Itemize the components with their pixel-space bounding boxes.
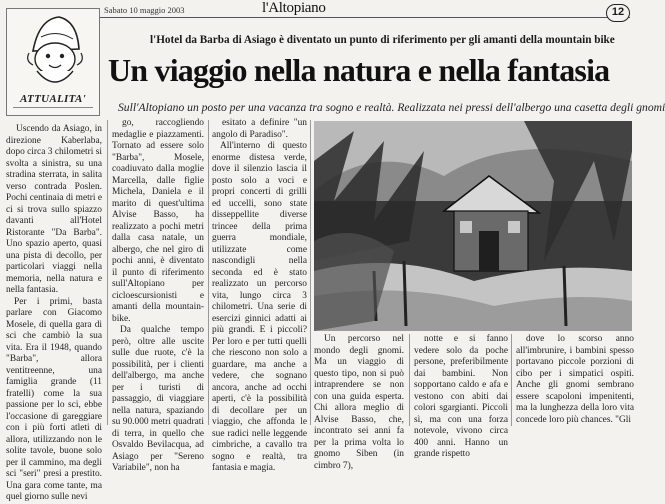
paragraph: All'interno di questo enorme distesa verde, dove il silenzio lascia il posto solo a voci e propri concerti di grilli ed uccelli, sono state disseppellite diverse trincee della prima guerra mondiale, utilizzate come nascondigli nella seconda ed è stato realizzato un percorso vita, lungo circa 3 chilometri. Una serie di esercizi ginnici adatti ai più grandi. E i piccoli? Per loro e per tutti quelli che riescono non solo a guardare, ma anche a vedere, che sognano ancora, anche ad occhi aperti, c'è la possibilità di decollare per un viaggio, che affonda le sue radici nelle leggende cimbriche, a cavallo tra sogno e realtà, tra fantasia e magia.: [212, 141, 307, 473]
paragraph: Uscendo da Asiago, in direzione Kaberlaba, dopo circa 3 chilometri si svolta a sinistra, su una stradina sterrata, in salita verso contrada Poslen. Pochi centinaia di metri e ci si trova sullo spiazzo davanti all'Hotel Ristorante "Da Barba". Uno spazio aperto, quasi una pista di decollo, per particolari viaggi nella memoria, nella natura e nella fantasia.: [6, 124, 102, 295]
paragraph: go, raccogliendo medaglie e piazzamenti. Tornato ad essere solo "Barba", Mosele, coadiuvato dalla moglie Marcella, dalle figlie Michela, Daniela e il marito di quest'ultima Alvise Basso, ha realizzato a pochi metri dalla casa natale, un albergo, che nel giro di pochi anni, è diventato il punto di riferimento sull'Altopiano per cicloescursionisti e amanti della mountain-bike.: [112, 118, 204, 324]
dateline: Sabato 10 maggio 2003: [104, 5, 185, 15]
paragraph: esitato a definire "un angolo di Paradiso".: [212, 118, 307, 140]
article-column-1: [6, 124, 102, 502]
article-kicker: l'Hotel da Barba di Asiago è diventato un punto di riferimento per gli amanti della mountain bike: [150, 34, 615, 46]
paragraph: Un percorso nel mondo degli gnomi. Ma un viaggio di questo tipo, non si può intraprendere se non con una guida esperta. Chi allora meglio di Alvise Basso, che, incontrato sei anni fa per la prima volta lo gnomo Siben (in cimbro 7),: [314, 334, 404, 471]
masthead: l'Altopiano: [262, 0, 326, 16]
article-headline: Un viaggio nella natura e nella fantasia: [108, 52, 610, 88]
photo: [314, 121, 632, 331]
section-rule: [13, 107, 93, 108]
article-column-3: [212, 118, 307, 473]
article-column-4: [314, 334, 404, 471]
column-rule: [409, 334, 410, 426]
section-box: [6, 8, 100, 116]
paragraph: notte e si fanno vedere solo da poche persone, preferibilmente dai bambini. Non sopportano caldo e afa e vestono con abiti dai colori sgargianti. Piccoli sì, ma con una forza notevole, vivono circa 400 anni. Hanno un grande rispetto: [414, 334, 508, 459]
page-number: 12: [606, 4, 630, 22]
column-rule: [310, 120, 311, 425]
section-label: ATTUALITA': [20, 93, 86, 105]
article-column-6: [516, 334, 634, 426]
article-column-2: [112, 118, 204, 473]
column-rule: [511, 334, 512, 426]
article-column-5: [414, 334, 508, 459]
header-rule: [100, 17, 630, 18]
paragraph: Per i primi, basta parlare con Giacomo Mosele, di quella gara di sci che cambiò la sua vita. Era il 1948, quando "Barba", allora ventitreenne, una famiglia grande (11 fratelli) come la sua passione per lo sci, ebbe l'occasione di gareggiare con i più forti atleti di allora, utilizzando non le solite tavole, buone solo per il cammino, ma degli sci "seri" presi a prestito. Una gara come tante, ma quel giorno sulle nevi: [6, 296, 102, 502]
column-rule: [107, 120, 108, 425]
paragraph: dove lo scorso anno all'imbrunire, i bambini spesso portavano piccole porzioni di cibo per i simpatici ospiti. Anche gli gnomi sembrano essere scapoloni impenitenti, ma la lunghezza della loro vita concede loro più chances. "Gli: [516, 334, 634, 425]
column-rule: [208, 120, 209, 425]
gnome-mascot-icon: [19, 15, 89, 91]
photo-gnome-house-icon: [314, 121, 632, 331]
paragraph: Da qualche tempo però, oltre alle uscite sulle due ruote, c'è la possibilità, per i clienti dell'albergo, ma anche per i turisti di passaggio, di viaggiare nella natura, spaziando su 90.000 metri quadrati di terra, in quello che Osvaldo Bevilacqua, ad Asiago per "Sereno Variabile", non ha: [112, 325, 204, 473]
article-subhead: Sull'Altopiano un posto per una vacanza tra sogno e realtà. Realizzata nei pressi dell'albergo una casetta degli gnomi: [118, 101, 665, 114]
